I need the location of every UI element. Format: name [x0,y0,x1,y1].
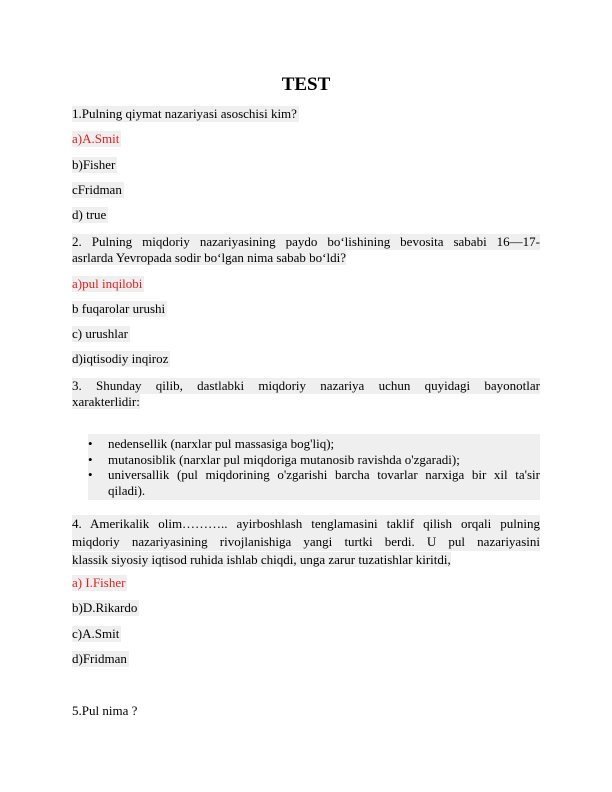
question-4-line-2: miqdoriy nazariyasining rivojlanishiga yangi turtki berdi. U pul nazariyasini [72,534,540,549]
question-1: 1.Pulning qiymat nazariyasi asoschisi kim? [72,106,297,121]
list-item [88,436,540,452]
bullet-text: universallik (pul miqdorining o'zgarishi barcha tovarlar narxiga bir xil ta'sir qiladi). [108,467,540,498]
page-title: TEST [281,74,331,95]
list-item [88,452,540,468]
question-3 [72,378,540,410]
question-3-line-2: xarakterlidir: [72,394,140,409]
bullet-icon: • [88,436,93,451]
question-4-line-3: klassik siyosiy iqtisod ruhida ishlab chiqdi, unga zarur tuzatishlar kiritdi, [72,552,451,567]
list-item [88,467,540,498]
question-2-line-2: asrlarda Yevropada sodir bo‘lgan nima sabab bo‘ldi? [72,250,347,265]
q4-option-d: d)Fridman [72,651,127,666]
q1-option-b: b)Fisher [72,157,116,172]
question-4-line-1: 4. Amerikalik olim……….. ayirboshlash tenglamasini taklif qilish orqali pulning [72,516,540,531]
question-4 [72,515,540,569]
q4-option-b: b)D.Rikardo [72,600,138,615]
q1-option-d: d) true [72,207,107,222]
q1-option-a-correct: a)A.Smit [72,131,120,146]
question-3-line-1: 3. Shunday qilib, dastlabki miqdoriy nazariya uchun quyidagi bayonotlar [72,378,540,393]
q4-option-c: c)A.Smit [72,626,120,641]
q1-option-c: cFridman [72,182,122,197]
bullet-text: mutanosiblik (narxlar pul miqdoriga mutanosib ravishda o'zgaradi); [108,451,460,467]
q2-option-b: b fuqarolar urushi [72,301,166,316]
bullet-icon: • [88,451,93,467]
bullet-icon: • [88,467,93,482]
question-2 [72,234,540,266]
question-2-line-1: 2. Pulning miqdoriy nazariyasining paydo bo‘lishining bevosita sababi 16—17- [72,234,540,249]
bullet-text: nedensellik (narxlar pul massasiga bog'liq); [108,436,335,451]
question-3-bullet-list [88,434,540,500]
q4-option-a-correct: a) I.Fisher [72,575,126,590]
q2-option-c: c) urushlar [72,326,128,341]
q2-option-a-correct: a)pul inqilobi [72,276,143,291]
question-5: 5.Pul nima ? [72,703,138,718]
q2-option-d: d)iqtisodiy inqiroz [72,351,169,366]
